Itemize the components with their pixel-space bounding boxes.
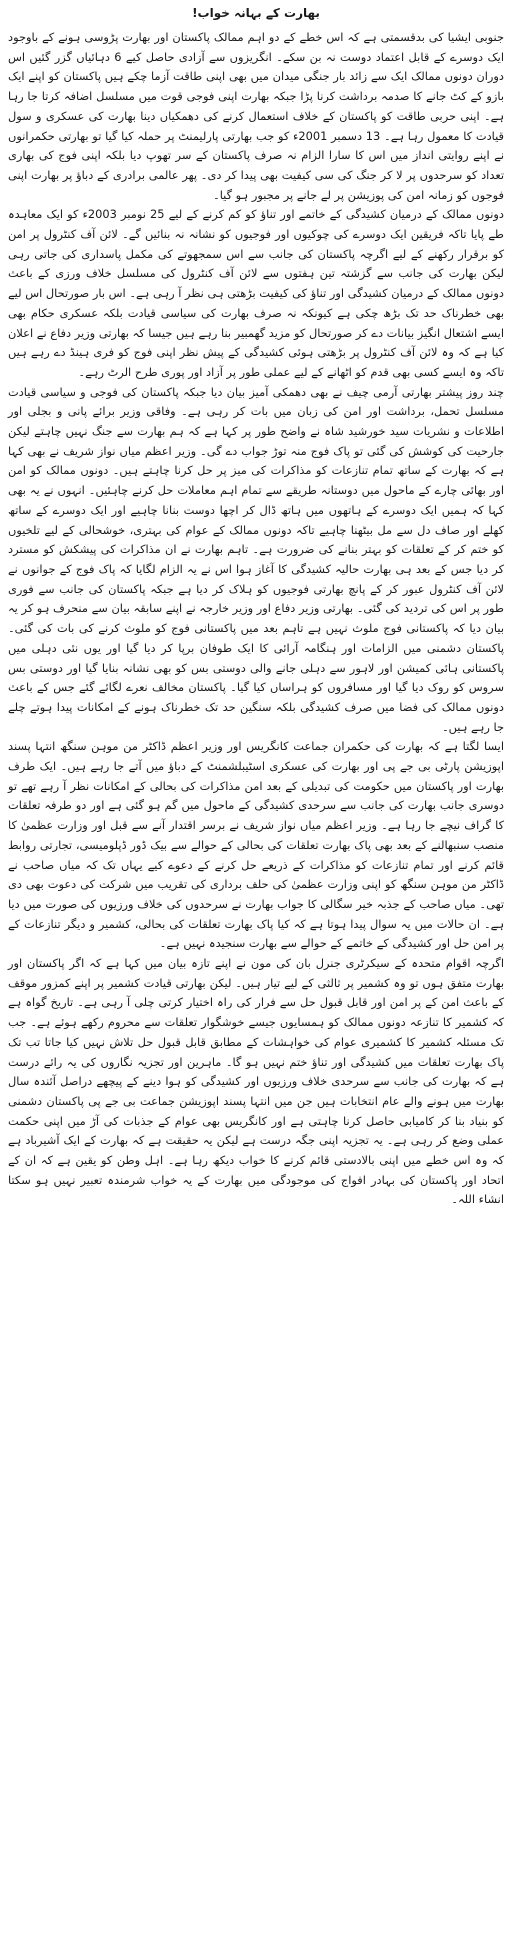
paragraph: جنوبی ایشیا کی بدقسمتی ہے کہ اس خطے کے دو اہم ممالک پاکستان اور بھارت پڑوسی ہونے کے باوجود ایک دوسرے کے قابل اعتماد دوست نہ بن سکے۔ انگریزوں سے آزادی حاصل کیے 6 دہائیاں گزر گئیں اس دوران دونوں ممالک ایک سے زائد بار جنگی میدان میں بھی اپنی طاقت آزما چکے ہیں پاکستان کو اپنے ایک بازو کے کٹ جانے کا صدمہ برداشت کرنا پڑا جبکہ بھارت اپنی فوجی قوت میں مسلسل اضافہ کرتا جا رہا ہے۔ اپنی حربی طاقت کو پاکستان کے خلاف استعمال کرنے کی دھمکیاں دینا بھارت کی عسکری و سول قیادت کا معمول رہا ہے۔ 13 دسمبر 2001ء کو جب بھارتی پارلیمنٹ پر حملہ کیا گیا تو بھارتی حکمرانوں نے اپنے روایتی انداز میں اس کا سارا الزام نہ صرف پاکستان کے سر تھوپ دیا بلکہ اپنی فوج کی بھاری تعداد کو سرحدوں پر لا کر جنگ کی سی کیفیت بھی پیدا کر دی۔ پھر عالمی برادری کے دباؤ پر بھارت اپنی فوجوں کو زمانہ امن کی پوزیشن پر لے جانے پر مجبور ہو گیا۔ [8, 30, 505, 202]
article-title: بھارت کے بہانہ خواب! [192, 6, 320, 20]
paragraph: اگرچہ اقوام متحدہ کے سیکرٹری جنرل بان کی مون نے اپنے تازہ بیان میں کہا ہے کہ اگر پاکستان اور بھارت متفق ہوں تو وہ کشمیر پر ثالثی کے لیے تیار ہیں۔ لیکن بھارتی قیادت کشمیر پر اپنے کمزور موقف کے باعث امن کے پر امن اور قابل قبول حل سے فرار کی راہ اختیار کرتی چلی آ رہی ہے۔ تاریخ گواہ ہے کہ کشمیر کا تنازعہ دونوں ممالک کو ہمسایوں جیسے خوشگوار تعلقات سے محروم رکھے ہوئے ہے۔ جب تک مسئلہ کشمیر کا کشمیری عوام کی خواہشات کے مطابق قابل قبول حل تلاش نہیں کیا جاتا تب تک پاک بھارت تعلقات میں کشیدگی اور تناؤ ختم نہیں ہو گا۔ ماہرین اور تجزیہ نگاروں کی یہ رائے درست ہے کہ بھارت کی جانب سے سرحدی خلاف ورزیوں اور کشیدگی کو ہوا دینے کے پیچھے دراصل آئندہ سال بھارت میں ہونے والے عام انتخابات ہیں جن میں انتہا پسند اپوزیشن جماعت بی جے پی پاکستان دشمنی کو بنیاد بنا کر کامیابی حاصل کرنا چاہتی ہے اور کانگریس بھی عوام کے جذبات کی آڑ میں اپنی حکمت عملی وضع کر رہی ہے۔ یہ تجزیہ اپنی جگہ درست ہے لیکن یہ حقیقت ہے کہ بھارت کے ایک آشیرباد ہے کہ وہ اس خطے میں اپنی بالادستی قائم کرنے کا خواب دیکھ رہا ہے۔ اہل وطن کو یقین ہے کہ ان کے اتحاد اور پاکستان کی بہادر افواج کی موجودگی میں بھارت کے یہ خواب شرمندہ تعبیر نہیں ہو سکتا انشاء اللہ۔ [8, 956, 504, 1207]
paragraph: ایسا لگتا ہے کہ بھارت کی حکمران جماعت کانگریس اور وزیر اعظم ڈاکٹر من موہن سنگھ انتہا پسند اپوزیشن پارٹی بی جے پی اور بھارت کی عسکری اسٹیبلشمنٹ کے دباؤ میں آتے جا رہے ہیں۔ ایک طرف بھارت اور پاکستان میں حکومت کی تبدیلی کے بعد امن مذاکرات کی بحالی کے امکانات نظر آ رہے تھے تو دوسری جانب بھارت کی جانب سے سرحدی کشیدگی کے ماحول میں گم ہو گئی ہے اور دو طرفہ تعلقات کا گراف نیچے جا رہا ہے۔ وزیر اعظم میاں نواز شریف نے برسر اقتدار آنے سے قبل اور وزارت عظمیٰ کا منصب سنبھالنے کے بعد بھی پاک بھارت تعلقات کی بحالی کے حوالے سے بیک ڈور ڈپلومیسی، تجارتی روابط قائم کرنے اور تمام تنازعات کو مذاکرات کے ذریعے حل کرنے کے دعوے کیے یہاں تک کہ میاں صاحب نے ڈاکٹر من موہن سنگھ کو اپنی وزارت عظمیٰ کی حلف برداری کی تقریب میں شرکت کی دعوت بھی دی تھی۔ میاں صاحب کے جذبہ خیر سگالی کا جواب بھارت نے سرحدوں کی خلاف ورزیوں کی صورت میں دیا ہے۔ ان حالات میں یہ سوال پیدا ہوتا ہے کہ کیا پاک بھارت تعلقات کی بحالی، کشمیر و دیگر تنازعات کے پر امن حل اور کشیدگی کے خاتمے کے حوالے سے بھارت سنجیدہ نہیں ہے۔ [8, 739, 504, 951]
paragraph: دونوں ممالک کے درمیان کشیدگی کے خاتمے اور تناؤ کو کم کرنے کے لیے 25 نومبر 2003ء کو ایک معاہدہ طے پایا تاکہ فریقین ایک دوسرے کی چوکیوں اور فوجیوں کو نشانہ نہ بنائیں گے۔ لائن آف کنٹرول پر امن کو برقرار رکھنے کے لیے اگرچہ پاکستان کی جانب سے اس سمجھوتے کی مکمل پاسداری کی جاتی رہی لیکن بھارت کی جانب سے گزشتہ تین ہفتوں سے لائن آف کنٹرول کی مسلسل خلاف ورزی کے باعث دونوں ممالک کے درمیان کشیدگی اور تناؤ کی کیفیت بڑھتی ہی نظر آ رہی ہے۔ اس بار صورتحال اس لیے بھی خطرناک حد تک بڑھ چکی ہے کیونکہ نہ صرف بھارت کی سیاسی قیادت بلکہ عسکری حکام بھی ایسے اشتعال انگیز بیانات دے کر صورتحال کو مزید گھمبیر بنا رہے ہیں جیسا کہ بھارتی وزیر دفاع نے اعلان کیا ہے کہ وہ لائن آف کنٹرول پر بڑھتی ہوئی کشیدگی کے پیش نظر اپنی فوج کو فری ہینڈ دے رہے ہیں تاکہ وہ ایسے کسی بھی قدم کو اٹھانے کے لیے عملی طور پر آزاد اور پوری طرح الرٹ رہے۔ [8, 207, 505, 379]
paragraph: چند روز پیشتر بھارتی آرمی چیف نے بھی دھمکی آمیز بیان دیا جبکہ پاکستان کی فوجی و سیاسی قیادت مسلسل تحمل، برداشت اور امن کی زبان میں بات کر رہی ہے۔ وفاقی وزیر برائے پانی و بجلی اور اطلاعات و نشریات سید خورشید شاہ نے واضح طور پر کہا ہے کہ ہم بھارت سے جنگ نہیں چاہتے لیکن جارحیت کی کوشش کی گئی تو پاک فوج منہ توڑ جواب دے گی۔ وزیر اعظم میاں نواز شریف نے بھی کہا ہے کہ بھارت کے ساتھ تمام تنازعات کو مذاکرات کی میز پر حل کرنا چاہتے ہیں۔ دونوں ممالک کو امن اور بھائی چارے کے ماحول میں دوستانہ طریقے سے تمام اہم معاملات حل کرنے چاہئیں۔ انہوں نے یہ بھی کہا کہ ہمیں ایک دوسرے کے ہاتھوں میں ہاتھ ڈال کر اچھا دوست بنانا چاہیے اور ایک دوسرے کے ساتھ کھلے اور صاف دل سے مل بیٹھنا چاہیے تاکہ دونوں ممالک کے عوام کی بہتری، خوشحالی کے لیے تلخیوں کو ختم کر کے تعلقات کو بہتر بنانے کی ضرورت ہے۔ تاہم بھارت نے ان مذاکرات کی پیشکش کو مسترد کر دیا جس کے بعد ہی بھارت حالیہ کشیدگی کا آغاز ہوا اس نے یہ الزام لگایا کہ پاک فوج کے جوانوں نے لائن آف کنٹرول عبور کر کے پانچ بھارتی فوجیوں کو ہلاک کر دیا ہے جبکہ پاکستان کی جانب سے فوری طور پر اس کی تردید کی گئی۔ بھارتی وزیر دفاع اور وزیر خارجہ نے اپنے سابقہ بیان سے منحرف ہو کر یہ بیان دیا کہ پاکستانی فوج ملوث نہیں ہے تاہم بعد میں پاکستانی فوج کو ملوث کرنے کی بات کی گئی۔ پاکستان دشمنی میں الزامات اور ہنگامہ آرائی کا ایک طوفان برپا کر دیا گیا اور یوں نئی دہلی میں پاکستانی ہائی کمیشن اور لاہور سے دہلی جانے والی دوستی بس کو بھی نشانہ بنایا گیا اور دوستی بس سروس کو روک دیا گیا اور مسافروں کو ہراساں کیا گیا۔ پاکستان مخالف نعرے لگائے گئے جس کے باعث دونوں ممالک کی فضا میں صرف کشیدگی بلکہ سنگین حد تک خطرناک ہونے کے امکانات پیدا ہوتے چلے جا رہے ہیں۔ [8, 384, 504, 734]
article-body [8, 28, 504, 1210]
